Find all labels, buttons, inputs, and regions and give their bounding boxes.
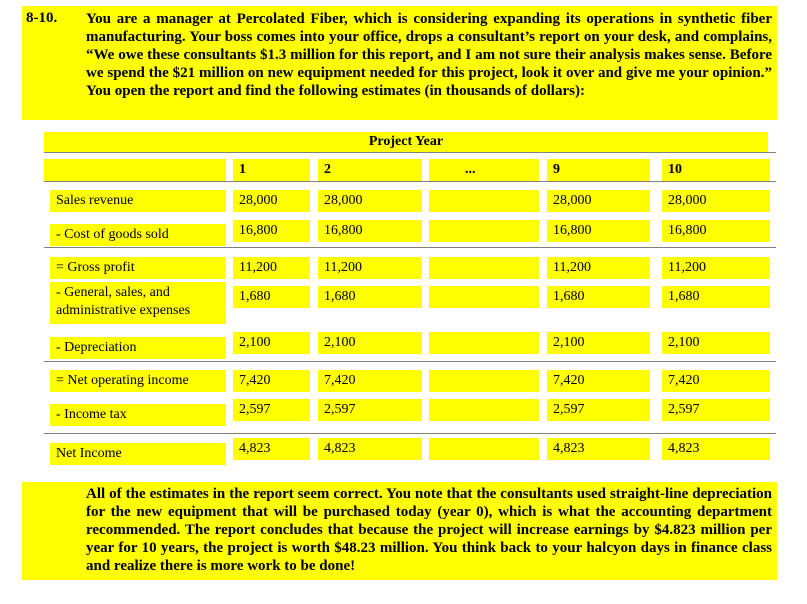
table-cell: 28,000 [233,190,310,212]
problem-conclusion-block [22,482,777,580]
table-cell: 2,597 [318,399,422,421]
table-cell: 11,200 [233,257,310,279]
year-header: ... [429,159,539,181]
table-cell: 16,800 [318,220,422,242]
table-cell [429,370,539,392]
table-cell [429,332,539,354]
row-label: - Cost of goods sold [50,224,226,246]
table-cell [429,257,539,279]
table-cell: 28,000 [547,190,650,212]
table-cell: 2,100 [233,332,310,354]
problem-conclusion-text: All of the estimates in the report seem correct. You note that the consultants used straight-line depreciation for the new equipment that will be purchased today (year 0), which is what the accounting department recommended. The report concludes that because the project will increase earnings by $4.823 million per year for 10 years, the project is worth $48.23 million. You think back to your halcyon days in finance class and realize there is more work to be done! [86,486,772,574]
table-cell: 2,100 [547,332,650,354]
problem-intro-block [22,6,777,120]
table-cell: 28,000 [662,190,770,212]
table-cell: 4,823 [662,438,770,460]
table-cell [429,286,539,308]
table-cell [429,399,539,421]
table-cell: 1,680 [547,286,650,308]
table-cell: 4,823 [547,438,650,460]
row-label: - Depreciation [50,337,226,359]
table-cell: 4,823 [233,438,310,460]
table-cell: 7,420 [547,370,650,392]
year-header: 1 [233,159,310,181]
rule [44,247,776,248]
problem-number: 8-10. [26,10,58,26]
row-label: - General, sales, and administrative expenses [50,282,226,324]
table-cell: 2,100 [318,332,422,354]
table-cell [429,220,539,242]
year-header: 9 [547,159,650,181]
table-cell: 2,597 [547,399,650,421]
rule [44,152,776,153]
row-label: Net Income [50,443,226,465]
header-blank [44,159,226,181]
table-cell: 7,420 [318,370,422,392]
row-label: Sales revenue [50,190,226,212]
table-cell: 2,100 [662,332,770,354]
table-cell [429,190,539,212]
rule [44,181,776,182]
rule [44,361,776,362]
rule [44,433,776,434]
row-label: = Gross profit [50,257,226,279]
table-cell: 11,200 [547,257,650,279]
table-cell: 7,420 [233,370,310,392]
table-cell: 4,823 [318,438,422,460]
table-cell [429,438,539,460]
table-cell: 11,200 [662,257,770,279]
year-header: 10 [662,159,770,181]
problem-intro-text: You are a manager at Percolated Fiber, which is considering expanding its operations in synthetic fiber manufacturing. Your boss comes into your office, drops a consultant’s report on your desk, and complains, “We owe these consultants $1.3 million for this report, and I am not sure their analysis makes sense. Before we spend the $21 million on new equipment needed for this project, look it over and give me your opinion.” You open the report and find the following estimates (in thousands of dollars): [86,11,772,99]
table-title: Project Year [44,132,768,152]
table-cell: 1,680 [662,286,770,308]
row-label: = Net operating income [50,370,226,392]
year-header: 2 [318,159,422,181]
table-cell: 1,680 [318,286,422,308]
table-cell: 16,800 [662,220,770,242]
table-cell: 2,597 [662,399,770,421]
row-label: - Income tax [50,404,226,426]
table-cell: 16,800 [233,220,310,242]
table-cell: 16,800 [547,220,650,242]
table-cell: 2,597 [233,399,310,421]
table-cell: 11,200 [318,257,422,279]
table-cell: 7,420 [662,370,770,392]
table-cell: 1,680 [233,286,310,308]
table-cell: 28,000 [318,190,422,212]
